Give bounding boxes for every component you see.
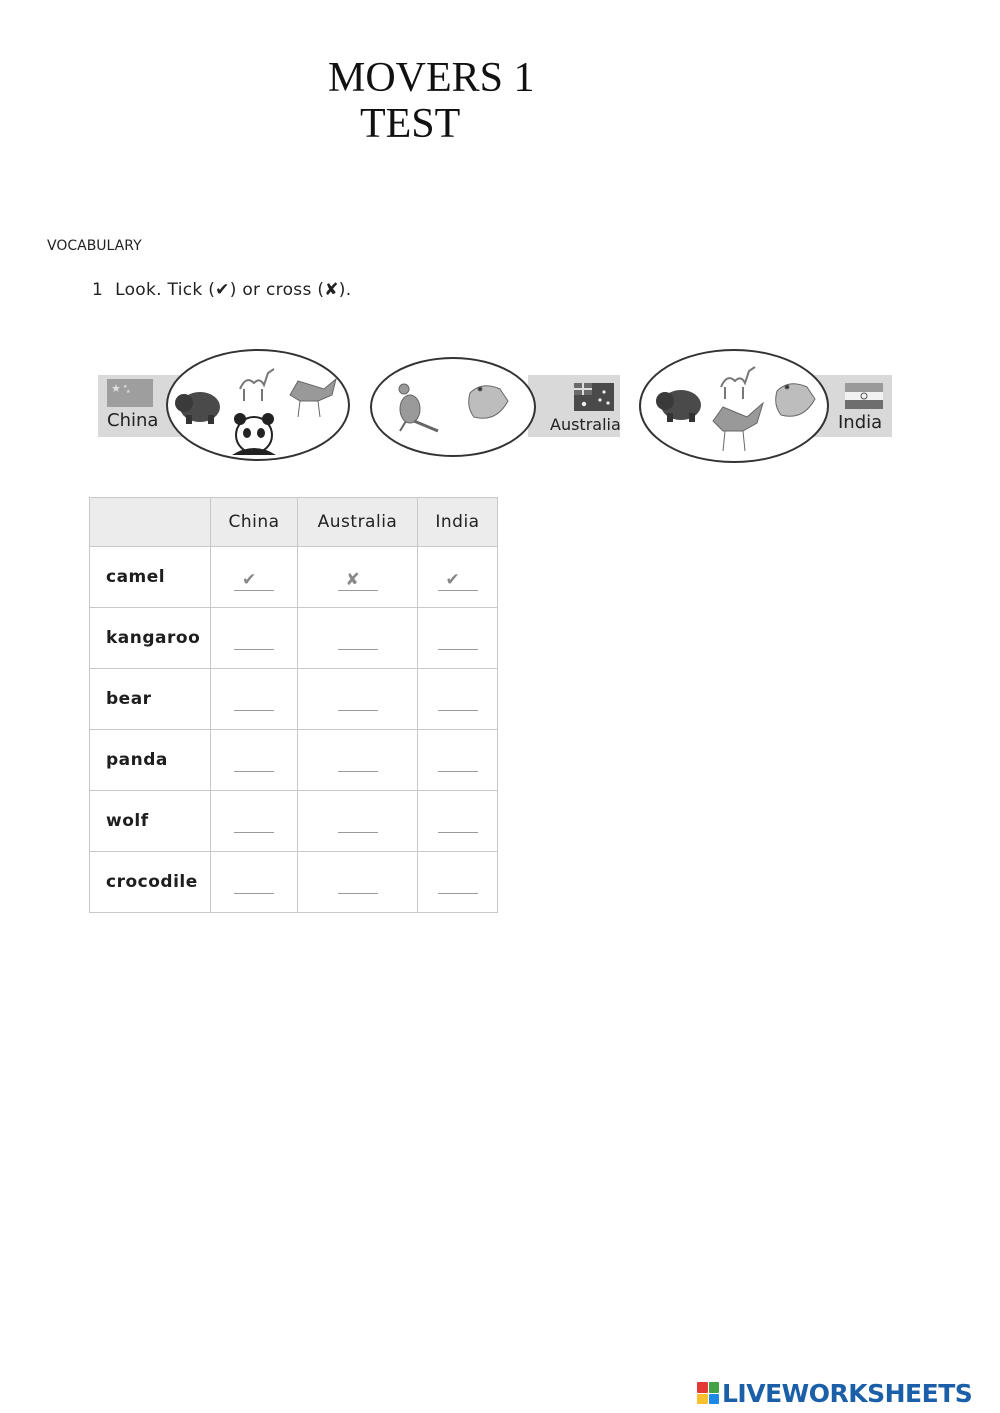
answer-cell bbox=[298, 791, 418, 852]
answer-cell bbox=[211, 608, 298, 669]
answer-cell bbox=[298, 852, 418, 913]
answer-cell bbox=[418, 547, 498, 608]
logo-square-blue bbox=[709, 1394, 720, 1405]
india-flag-icon bbox=[845, 383, 883, 409]
svg-text:★: ★ bbox=[111, 382, 121, 395]
answer-cell bbox=[298, 547, 418, 608]
answer-blank[interactable]: ✘ bbox=[338, 569, 378, 591]
answer-cell bbox=[418, 608, 498, 669]
crocodile-icon bbox=[776, 384, 815, 416]
answer-blank[interactable] bbox=[338, 872, 378, 894]
table-row bbox=[90, 852, 498, 913]
header-blank bbox=[90, 498, 211, 547]
animal-name: bear bbox=[90, 669, 211, 730]
answer-cell bbox=[211, 791, 298, 852]
australia-animals bbox=[372, 359, 534, 455]
bear-icon bbox=[175, 392, 220, 424]
china-ellipse bbox=[166, 349, 350, 461]
animal-name: panda bbox=[90, 730, 211, 791]
answer-cell bbox=[211, 547, 298, 608]
header-china: China bbox=[211, 498, 298, 547]
logo-square-yellow bbox=[697, 1394, 708, 1405]
answer-blank[interactable] bbox=[338, 628, 378, 650]
animal-name: kangaroo bbox=[90, 608, 211, 669]
table-header-row bbox=[90, 498, 498, 547]
answer-cell bbox=[418, 791, 498, 852]
logo-square-green bbox=[709, 1382, 720, 1393]
camel-icon bbox=[240, 369, 274, 401]
instruction-text: Look. Tick (✔) or cross (✘). bbox=[115, 280, 352, 300]
answer-blank[interactable] bbox=[234, 872, 274, 894]
camel-icon bbox=[721, 367, 755, 399]
kangaroo-icon bbox=[399, 384, 438, 431]
wolf-icon bbox=[713, 403, 763, 451]
table-row bbox=[90, 791, 498, 852]
wolf-icon bbox=[290, 379, 336, 417]
svg-text:★: ★ bbox=[123, 384, 128, 390]
answer-blank[interactable] bbox=[438, 872, 478, 894]
panda-icon bbox=[232, 413, 276, 455]
animal-name: wolf bbox=[90, 791, 211, 852]
answer-cell bbox=[211, 669, 298, 730]
china-flag-icon bbox=[107, 379, 153, 407]
answer-blank[interactable] bbox=[338, 689, 378, 711]
logo-square-red bbox=[697, 1382, 708, 1393]
title-line-2: TEST bbox=[360, 101, 461, 147]
label-australia: Australia bbox=[550, 415, 621, 434]
label-india: India bbox=[838, 412, 883, 433]
answer-cell bbox=[211, 852, 298, 913]
brand bbox=[697, 1378, 972, 1408]
animal-name: camel bbox=[90, 547, 211, 608]
answer-cell bbox=[298, 669, 418, 730]
answer-blank[interactable] bbox=[234, 811, 274, 833]
liveworksheets-logo-icon bbox=[697, 1382, 719, 1404]
animals-illustration bbox=[98, 345, 893, 470]
answer-blank[interactable] bbox=[438, 750, 478, 772]
header-india: India bbox=[418, 498, 498, 547]
answer-cell bbox=[418, 852, 498, 913]
answer-blank[interactable] bbox=[234, 689, 274, 711]
answer-blank[interactable]: ✔ bbox=[438, 569, 478, 591]
brand-text: LIVEWORKSHEETS bbox=[722, 1378, 973, 1408]
title-line-1: MOVERS 1 bbox=[328, 55, 535, 101]
answer-blank[interactable] bbox=[234, 628, 274, 650]
header-australia: Australia bbox=[298, 498, 418, 547]
answer-blank[interactable] bbox=[438, 811, 478, 833]
answer-blank[interactable] bbox=[438, 628, 478, 650]
india-animals bbox=[641, 351, 827, 461]
answer-table bbox=[89, 497, 498, 913]
answer-cell bbox=[418, 730, 498, 791]
answer-cell bbox=[211, 730, 298, 791]
svg-text:★: ★ bbox=[126, 389, 131, 395]
china-animals bbox=[168, 351, 348, 459]
table-row bbox=[90, 608, 498, 669]
crocodile-icon bbox=[469, 386, 508, 418]
australia-ellipse bbox=[370, 357, 536, 457]
india-ellipse bbox=[639, 349, 829, 463]
answer-cell bbox=[418, 669, 498, 730]
table-row bbox=[90, 669, 498, 730]
answer-blank[interactable] bbox=[338, 750, 378, 772]
answer-cell bbox=[298, 608, 418, 669]
table-row bbox=[90, 547, 498, 608]
instruction-number: 1 bbox=[92, 280, 104, 300]
table-row bbox=[90, 730, 498, 791]
section-heading: VOCABULARY bbox=[47, 238, 142, 254]
answer-blank[interactable] bbox=[438, 689, 478, 711]
answer-blank[interactable]: ✔ bbox=[234, 569, 274, 591]
animal-name: crocodile bbox=[90, 852, 211, 913]
answer-blank[interactable] bbox=[234, 750, 274, 772]
answer-blank[interactable] bbox=[338, 811, 378, 833]
bear-icon bbox=[656, 390, 701, 422]
answer-cell bbox=[298, 730, 418, 791]
instruction bbox=[92, 280, 351, 300]
label-china: China bbox=[107, 410, 159, 431]
australia-flag-icon bbox=[574, 383, 614, 411]
